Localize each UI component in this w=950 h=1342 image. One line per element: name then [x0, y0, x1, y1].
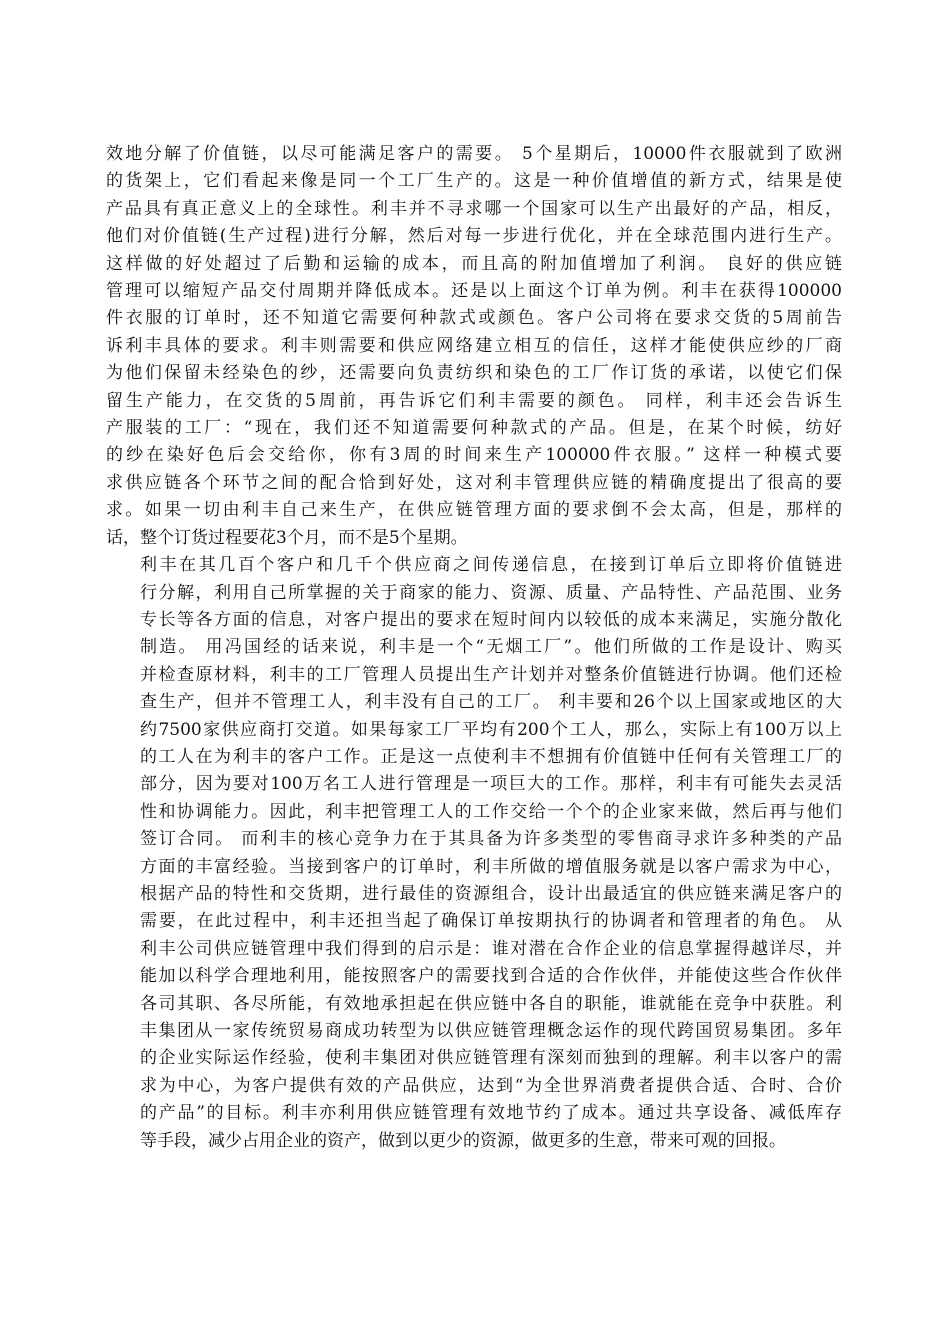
text-line: 的产品”的目标。利丰亦利用供应链管理有效地节约了成本。通过共享设备、减低库存: [140, 1103, 842, 1124]
text-line: 等手段，减少占用企业的资产，做到以更少的资源，做更多的生意，带来可观的回报。: [140, 1130, 786, 1151]
text-line: 各司其职、各尽所能，有效地承担起在供应链中各自的职能，谁就能在竞争中获胜。利: [140, 993, 842, 1014]
text-line: 约7500家供应商打交道。如果每家工厂平均有200个工人，那么，实际上有100万以上: [140, 719, 842, 740]
text-line: 这样做的好处超过了后勤和运输的成本，而且高的附加值增加了利润。 良好的供应链: [106, 253, 842, 274]
text-line: 诉利丰具体的要求。利丰则需要和供应网络建立相互的信任，这样才能使供应纱的厂商: [106, 335, 842, 356]
text-line: 利丰在其几百个客户和几千个供应商之间传递信息，在接到订单后立即将价值链进: [140, 555, 842, 576]
text-line: 他们对价值链(生产过程)进行分解，然后对每一步进行优化，并在全球范围内进行生产。: [106, 226, 842, 247]
text-line: 利丰公司供应链管理中我们得到的启示是：谁对潜在合作企业的信息掌握得越详尽，并: [140, 938, 842, 959]
text-line: 产品具有真正意义上的全球性。利丰并不寻求哪一个国家可以生产出最好的产品，相反，: [106, 198, 842, 219]
text-line: 丰集团从一家传统贸易商成功转型为以供应链管理概念运作的现代跨国贸易集团。多年: [140, 1021, 842, 1041]
text-line: 产服装的工厂：“现在，我们还不知道需要何种款式的产品。但是，在某个时候，纺好: [106, 418, 842, 439]
text-line: 求。如果一切由利丰自己来生产，在供应链管理方面的要求倒不会太高，但是，那样的: [106, 500, 842, 521]
text-line: 制造。 用冯国经的话来说，利丰是一个“无烟工厂”。他们所做的工作是设计、购买: [140, 637, 842, 658]
text-line: 能加以科学合理地利用，能按照客户的需要找到合适的合作伙伴，并能使这些合作伙伴: [140, 966, 842, 987]
text-line: 专长等各方面的信息，对客户提出的要求在短时间内以较低的成本来满足，实施分散化: [140, 609, 842, 630]
document-body: [106, 141, 842, 1155]
paragraph: [106, 552, 842, 1155]
text-line: 效地分解了价值链，以尽可能满足客户的需要。 5个星期后，10000件衣服就到了欧洲: [106, 144, 842, 164]
text-line: 查生产，但并不管理工人，利丰没有自己的工厂。 利丰要和26个以上国家或地区的大: [140, 692, 842, 713]
text-line: 方面的丰富经验。当接到客户的订单时，利丰所做的增值服务就是以客户需求为中心，: [140, 856, 842, 877]
text-line: 行分解，利用自己所掌握的关于商家的能力、资源、质量、产品特性、产品范围、业务: [140, 582, 842, 603]
paragraph: [106, 141, 842, 552]
text-line: 需要，在此过程中，利丰还担当起了确保订单按期执行的协调者和管理者的角色。 从: [140, 911, 842, 932]
text-line: 并检查原材料，利丰的工厂管理人员提出生产计划并对整条价值链进行协调。他们还检: [140, 664, 842, 685]
text-line: 话，整个订货过程要花3个月，而不是5个星期。: [106, 527, 468, 548]
text-line: 求供应链各个环节之间的配合恰到好处，这对利丰管理供应链的精确度提出了很高的要: [106, 472, 842, 493]
text-line: 根据产品的特性和交货期，进行最佳的资源组合，设计出最适宜的供应链来满足客户的: [140, 883, 842, 904]
text-line: 件衣服的订单时，还不知道它需要何种款式或颜色。客户公司将在要求交货的5周前告: [106, 308, 842, 329]
text-line: 的工人在为利丰的客户工作。正是这一点使利丰不想拥有价值链中任何有关管理工厂的: [140, 746, 842, 767]
text-line: 为他们保留未经染色的纱，还需要向负责纺织和染色的工厂作订货的承诺，以使它们保: [106, 363, 842, 384]
text-line: 签订合同。 而利丰的核心竞争力在于其具备为许多类型的零售商寻求许多种类的产品: [140, 829, 842, 850]
text-line: 的纱在染好色后会交给你，你有3周的时间来生产100000件衣服。” 这样一种模式要: [106, 445, 842, 466]
text-line: 的货架上，它们看起来像是同一个工厂生产的。这是一种价值增值的新方式，结果是使: [106, 171, 842, 192]
text-line: 留生产能力，在交货的5周前，再告诉它们利丰需要的颜色。 同样，利丰还会告诉生: [106, 390, 842, 411]
text-line: 部分，因为要对100万名工人进行管理是一项巨大的工作。那样，利丰有可能失去灵活: [140, 774, 842, 795]
text-line: 管理可以缩短产品交付周期并降低成本。还是以上面这个订单为例。利丰在获得100000: [106, 281, 842, 302]
text-line: 性和协调能力。因此，利丰把管理工人的工作交给一个个的企业家来做，然后再与他们: [140, 801, 842, 822]
text-line: 的企业实际运作经验，使利丰集团对供应链管理有深刻而独到的理解。利丰以客户的需: [140, 1048, 842, 1069]
text-line: 求为中心，为客户提供有效的产品供应，达到“为全世界消费者提供合适、合时、合价: [140, 1075, 842, 1096]
